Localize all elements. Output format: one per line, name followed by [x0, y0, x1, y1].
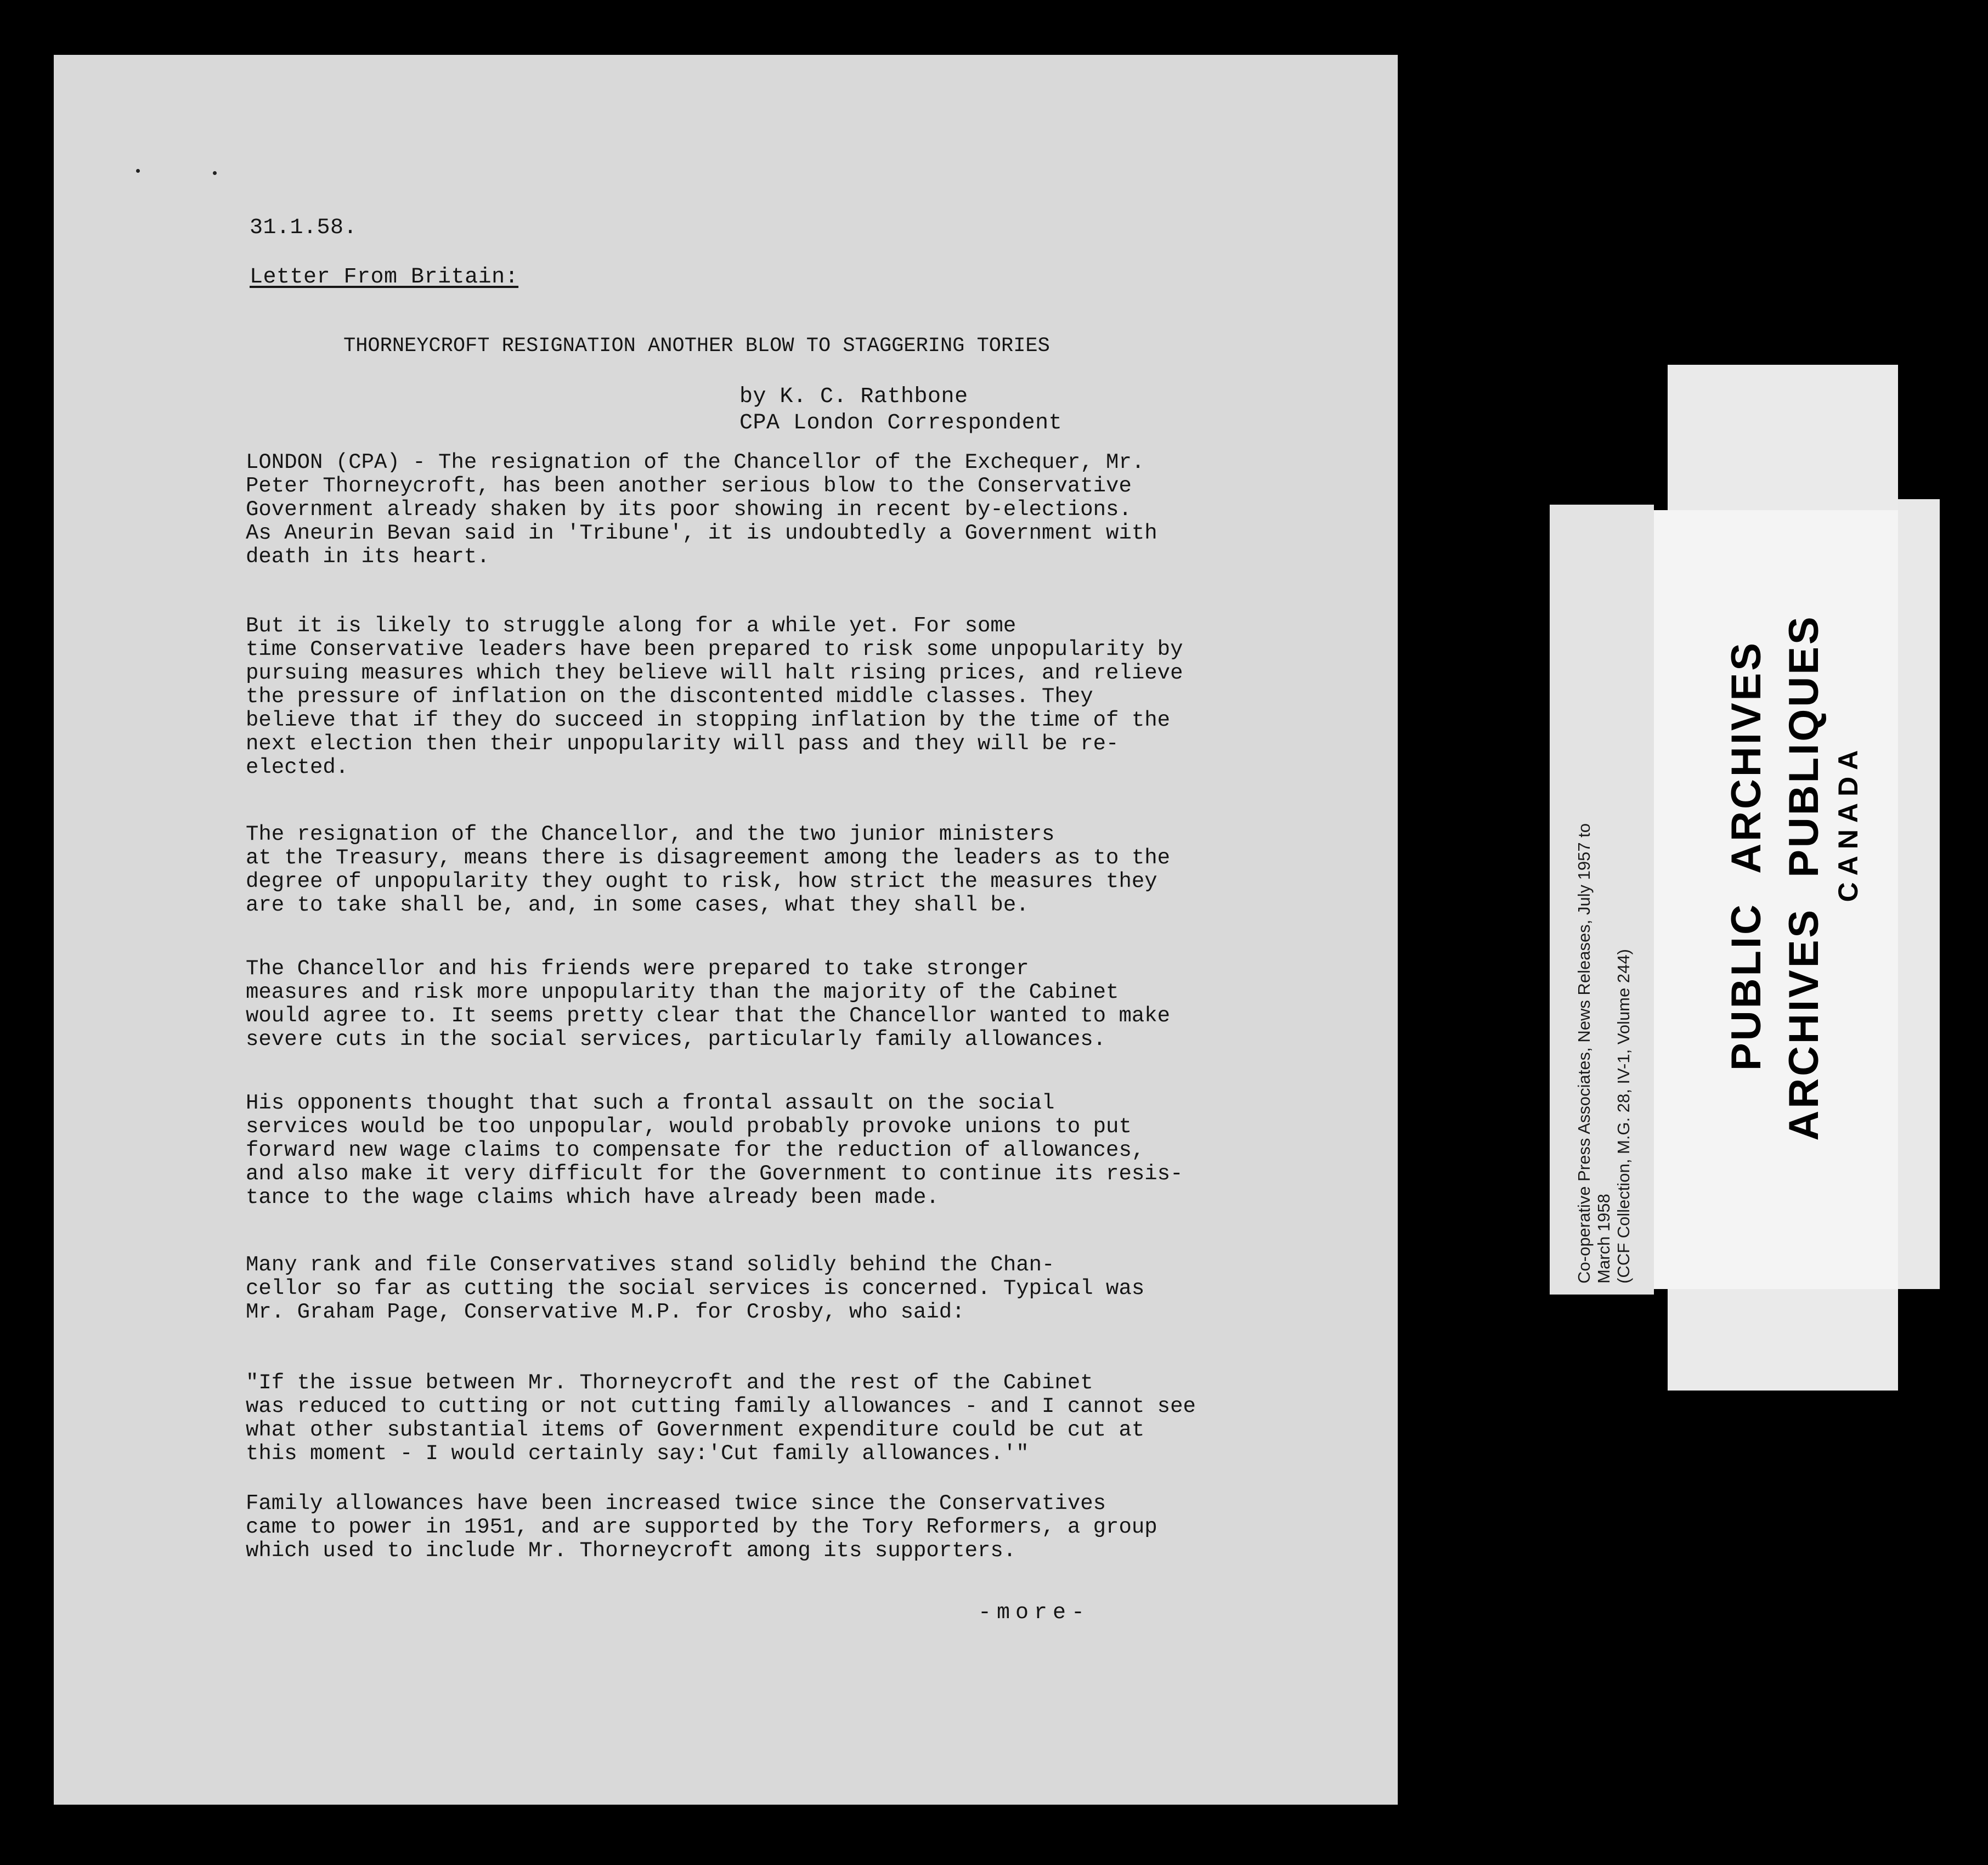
citation-line: March 1958 — [1594, 1194, 1613, 1284]
archive-stamp-country: CANADA — [1833, 743, 1863, 902]
paper-speck — [213, 171, 217, 175]
citation-line: Co-operative Press Associates, News Releases, July 1957 to — [1574, 823, 1594, 1284]
body-paragraph: Family allowances have been increased twice since the Conservatives came to power in 1951, and are supported by the Tory Reformers, a group which used to include Mr. Thorneycroft among its supporters. — [246, 1491, 1157, 1563]
archive-citation — [1574, 823, 1634, 1284]
document-page — [54, 55, 1398, 1805]
body-paragraph: His opponents thought that such a frontal assault on the social services would be too unpopular, would probably provoke unions to put forward new wage claims to compensate for the reduction of allowances, and also make it very difficult for the Government to continue its resis- tance to the wage claims which have already been made. — [246, 1091, 1183, 1210]
byline — [739, 384, 1062, 437]
body-paragraph: "If the issue between Mr. Thorneycroft and the rest of the Cabinet was reduced to cutting or not cutting family allowances - and I cannot see what other substantial items of Government expenditure could be cut at this moment - I would certainly say:'Cut family allowances.'" — [246, 1371, 1196, 1466]
document-headline: THORNEYCROFT RESIGNATION ANOTHER BLOW TO STAGGERING TORIES — [343, 335, 1050, 358]
kicker-text: Letter From Britain: — [250, 265, 519, 290]
citation-line: (CCF Collection, M.G. 28, IV-1, Volume 244) — [1614, 949, 1633, 1284]
paper-speck — [136, 169, 140, 173]
continued-marker: -more- — [978, 1601, 1091, 1625]
archive-stamp-french: ARCHIVES PUBLIQUES — [1781, 614, 1827, 1141]
body-paragraph: Many rank and file Conservatives stand solidly behind the Chan- cellor so far as cutting the social services is concerned. Typical was Mr. Graham Page, Conservative M.P. for Crosby, who said: — [246, 1253, 1145, 1324]
body-paragraph: The resignation of the Chancellor, and the two junior ministers at the Treasury, means there is disagreement among the leaders as to the degree of unpopularity they ought to risk, how strict the measures they are to take shall be, and, in some cases, what they shall be. — [246, 822, 1171, 917]
byline-author: by K. C. Rathbone — [739, 385, 968, 409]
body-paragraph: LONDON (CPA) - The resignation of the Chancellor of the Exchequer, Mr. Peter Thorneycroft, has been another serious blow to the Conservative Government already shaken by its poor showing in recent by-elections. As Aneurin Bevan said in 'Tribune', it is undoubtedly a Government with death in its heart. — [246, 450, 1157, 569]
byline-role: CPA London Correspondent — [739, 411, 1063, 436]
document-kicker — [250, 266, 518, 289]
body-paragraph: The Chancellor and his friends were prepared to take stronger measures and risk more unpopularity than the majority of the Cabinet would agree to. It seems pretty clear that the Chancellor wanted to make severe cuts in the social services, particularly family allowances. — [246, 957, 1171, 1052]
body-paragraph: But it is likely to struggle along for a while yet. For some time Conservative leaders have been prepared to risk some unpopularity by pursuing measures which they believe will halt rising prices, and relieve the pressure of inflation on the discontented middle classes. They believe that if they do succeed in stopping inflation by the time of the next election then their unpopularity will pass and they will be re- elected. — [246, 614, 1183, 779]
archive-label-edge — [1898, 499, 1940, 1289]
document-date: 31.1.58. — [250, 216, 358, 240]
archive-stamp-english: PUBLIC ARCHIVES — [1723, 641, 1770, 1071]
